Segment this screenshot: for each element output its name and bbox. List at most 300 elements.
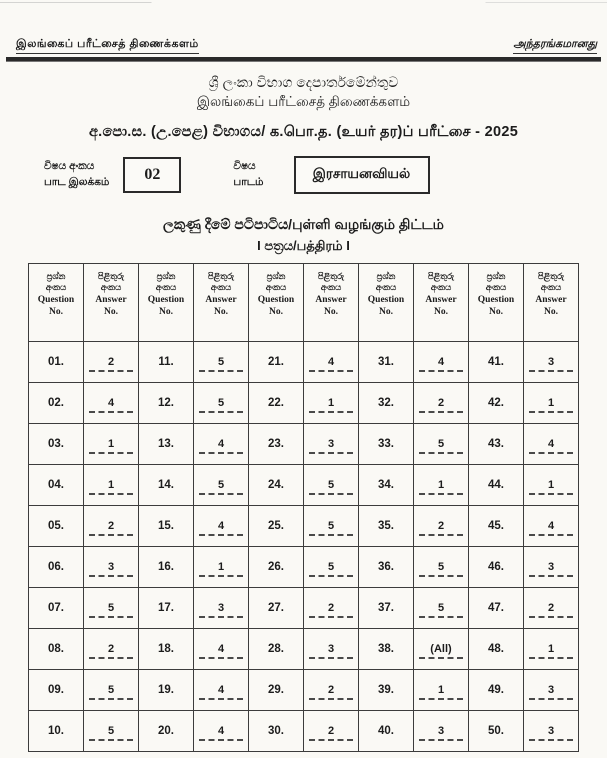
answer-value: 1 [217,561,225,574]
answer-cell [84,424,139,465]
answer-value: 1 [107,438,115,451]
answer-wrap [529,643,573,658]
answer-cell [194,342,249,383]
answer-cell [304,670,359,711]
answer-cell [84,588,139,629]
dashed-answer-line [529,493,573,495]
answer-value: (All) [430,643,452,656]
answer-wrap [419,725,463,740]
header-line: Answer [205,294,237,305]
answer-no-header [524,264,579,342]
question-number-cell: 02. [29,383,84,424]
answer-wrap [529,438,573,453]
answer-value: 3 [217,602,225,615]
answer-cell [524,506,579,547]
answer-no-header [304,264,359,342]
header-line: No. [544,307,558,318]
dashed-answer-line [89,370,133,372]
question-number-cell: 09. [29,670,84,711]
question-number-cell: 30. [249,711,304,752]
question-number-cell: 23. [249,424,304,465]
answer-cell [304,547,359,588]
confidential-label: அந்தரங்கமானது [513,38,597,54]
table-row [29,711,579,752]
answer-wrap [419,602,463,617]
dashed-answer-line [309,698,353,700]
answer-wrap [309,643,353,658]
exam-title: අ.පො.ස. (උ.පෙළ) විභාගය/ க.பொ.த. (உயர் தர)ப் பரீட்சை - 2025 [88,124,519,140]
question-no-header [359,264,414,342]
question-number-cell: 37. [359,588,414,629]
question-no-header [29,264,84,342]
answer-value: 3 [327,643,335,656]
answer-cell [414,383,469,424]
answer-wrap [199,479,243,494]
table-row [29,670,579,711]
answer-cell [414,424,469,465]
answer-wrap [529,602,573,617]
answer-wrap [529,684,573,699]
table-row [29,588,579,629]
answer-value: 5 [217,479,225,492]
header-rule [6,57,601,62]
header-line: No. [489,307,503,318]
question-number-cell: 36. [359,547,414,588]
question-number-cell: 32. [359,383,414,424]
answer-value: 4 [217,643,225,656]
answer-wrap [89,602,133,617]
dashed-answer-line [419,452,463,454]
answer-cell [194,506,249,547]
dashed-answer-line [419,411,463,413]
answer-value: 4 [327,356,335,369]
header-line: Question [257,294,295,305]
table-header-row [29,264,579,342]
subject-label [233,159,263,191]
question-number-cell: 03. [29,424,84,465]
dashed-answer-line [199,452,243,454]
question-no-header [139,264,194,342]
answer-cell [194,424,249,465]
answer-wrap [89,725,133,740]
dashed-answer-line [309,534,353,536]
answer-cell [84,629,139,670]
question-number-cell: 07. [29,588,84,629]
answer-value: 3 [437,725,445,738]
header-line: පිළිතුරු [537,271,565,281]
answer-cell [414,342,469,383]
answer-value: 1 [437,684,445,697]
answer-cell [84,547,139,588]
answer-value: 4 [217,438,225,451]
header-line: No. [269,307,283,318]
answer-value: 1 [547,479,555,492]
answer-value: 1 [107,479,115,492]
header-line: අංකය [375,282,397,293]
answer-value: 2 [437,397,445,410]
question-number-cell: 19. [139,670,194,711]
question-number-cell: 10. [29,711,84,752]
answer-cell [194,670,249,711]
answer-value: 2 [327,725,335,738]
subject-number-label-tamil: பாட இலக்கம் [44,176,110,188]
subject-label-sinhala: විෂය [233,160,256,173]
question-number-cell: 14. [139,465,194,506]
answer-value: 2 [327,684,335,697]
department-name-left: இலங்கைப் பரீட்சைத் திணைக்களம் [16,38,199,54]
answer-wrap [529,725,573,740]
answer-value: 4 [437,356,445,369]
answer-value: 5 [437,602,445,615]
dashed-answer-line [309,493,353,495]
header-line: Answer [95,294,127,305]
dashed-answer-line [89,616,133,618]
question-number-cell: 18. [139,629,194,670]
dashed-answer-line [89,657,133,659]
header-line: අංකය [155,282,177,293]
header-line: Question [147,294,185,305]
dashed-answer-line [419,370,463,372]
answer-cell [304,506,359,547]
answer-value: 1 [547,643,555,656]
dashed-answer-line [89,534,133,536]
header-line: අංකය [430,282,452,293]
question-number-cell: 08. [29,629,84,670]
table-row [29,383,579,424]
answer-value: 5 [437,561,445,574]
dashed-answer-line [419,739,463,741]
answer-wrap [199,356,243,371]
answer-no-header [194,264,249,342]
department-name-sinhala: ශ්‍රී ලංකා විභාග දෙපාර්තමේන්තුව [208,74,399,90]
dashed-answer-line [309,575,353,577]
table-row [29,465,579,506]
answer-cell [524,465,579,506]
answer-value: 4 [217,520,225,533]
dashed-answer-line [419,616,463,618]
question-number-cell: 42. [469,383,524,424]
answer-value: 5 [217,356,225,369]
question-number-cell: 11. [139,342,194,383]
answer-wrap [89,684,133,699]
answer-value: 3 [547,725,555,738]
answer-value: 2 [107,643,115,656]
question-number-cell: 45. [469,506,524,547]
table-row [29,506,579,547]
answer-value: 4 [547,438,555,451]
question-number-cell: 26. [249,547,304,588]
dashed-answer-line [529,452,573,454]
subject-number-box: 02 [123,157,181,193]
answer-value: 2 [437,520,445,533]
question-number-cell: 34. [359,465,414,506]
answer-wrap [199,520,243,535]
dashed-answer-line [419,698,463,700]
answer-value: 3 [547,684,555,697]
marking-scheme-title: ලකුණු දීමේ පටිපාටිය/புள்ளி வழங்கும் திட்டம் [163,216,444,232]
question-number-cell: 43. [469,424,524,465]
answer-wrap [529,397,573,412]
question-number-cell: 33. [359,424,414,465]
answer-value: 5 [437,438,445,451]
dashed-answer-line [529,657,573,659]
header-line: අංකය [485,282,507,293]
header-line: අංකය [540,282,562,293]
dashed-answer-line [419,575,463,577]
dashed-answer-line [309,616,353,618]
answer-value: 5 [327,479,335,492]
answer-wrap [309,725,353,740]
question-number-cell: 04. [29,465,84,506]
header-line: ප්‍රශ්න [156,271,176,281]
question-no-header [469,264,524,342]
answer-wrap [419,643,463,658]
question-number-cell: 27. [249,588,304,629]
header-line: පිළිතුරු [317,271,345,281]
answer-cell [194,711,249,752]
answer-value: 5 [327,561,335,574]
answer-cell [524,629,579,670]
dashed-answer-line [199,411,243,413]
header-line: No. [379,307,393,318]
header-line: No. [49,307,63,318]
answer-cell [414,547,469,588]
answer-wrap [529,561,573,576]
answer-value: 4 [547,520,555,533]
dashed-answer-line [419,657,463,659]
answer-value: 2 [107,356,115,369]
answer-cell [304,424,359,465]
answer-wrap [309,397,353,412]
answer-value: 3 [547,356,555,369]
question-number-cell: 35. [359,506,414,547]
answer-cell [304,383,359,424]
dashed-answer-line [309,657,353,659]
dashed-answer-line [529,411,573,413]
header-line: අංකය [100,282,122,293]
answer-wrap [89,561,133,576]
dashed-answer-line [529,739,573,741]
answer-cell [414,588,469,629]
subject-number-label-sinhala: විෂය අංකය [44,160,95,173]
answer-wrap [529,356,573,371]
answer-cell [414,506,469,547]
header-line: No. [214,307,228,318]
dashed-answer-line [419,534,463,536]
header-line: ප්‍රශ්න [266,271,286,281]
question-number-cell: 13. [139,424,194,465]
answer-cell [194,465,249,506]
question-number-cell: 24. [249,465,304,506]
dashed-answer-line [309,370,353,372]
answer-wrap [89,520,133,535]
answer-cell [304,711,359,752]
answer-cell [414,629,469,670]
answer-wrap [419,520,463,535]
dashed-answer-line [529,698,573,700]
header-line: අංකය [265,282,287,293]
answer-key-table [28,263,579,752]
table-row [29,547,579,588]
answer-cell [194,383,249,424]
question-number-cell: 20. [139,711,194,752]
answer-value: 1 [437,479,445,492]
header-line: No. [434,307,448,318]
answer-cell [524,424,579,465]
answer-wrap [529,520,573,535]
question-number-cell: 39. [359,670,414,711]
answer-wrap [89,356,133,371]
question-number-cell: 50. [469,711,524,752]
question-number-cell: 41. [469,342,524,383]
answer-cell [414,711,469,752]
dashed-answer-line [199,739,243,741]
scan-artifact-line [0,2,607,3]
answer-cell [84,506,139,547]
question-number-cell: 29. [249,670,304,711]
answer-value: 4 [217,684,225,697]
answer-value: 5 [327,520,335,533]
question-number-cell: 31. [359,342,414,383]
answer-wrap [419,438,463,453]
answer-cell [524,588,579,629]
header-line: ප්‍රශ්න [486,271,506,281]
header-line: Question [37,294,75,305]
header-line: අංකය [210,282,232,293]
answer-wrap [199,561,243,576]
answer-value: 2 [107,520,115,533]
question-number-cell: 49. [469,670,524,711]
dashed-answer-line [309,411,353,413]
question-number-cell: 01. [29,342,84,383]
dashed-answer-line [89,739,133,741]
answer-wrap [529,479,573,494]
table-row [29,629,579,670]
answer-wrap [309,356,353,371]
dashed-answer-line [199,493,243,495]
answer-cell [84,670,139,711]
header-line: Answer [315,294,347,305]
answer-value: 5 [107,602,115,615]
answer-cell [194,547,249,588]
header-line: Question [367,294,405,305]
answer-value: 3 [107,561,115,574]
question-number-cell: 12. [139,383,194,424]
dashed-answer-line [529,616,573,618]
answer-cell [304,588,359,629]
dashed-answer-line [419,493,463,495]
masthead [0,0,607,54]
answer-value: 2 [327,602,335,615]
answer-cell [414,670,469,711]
subject-number-label [44,159,109,191]
answer-cell [414,465,469,506]
answer-value: 4 [217,725,225,738]
answer-wrap [199,602,243,617]
answer-wrap [199,725,243,740]
question-number-cell: 21. [249,342,304,383]
question-number-cell: 44. [469,465,524,506]
dashed-answer-line [89,411,133,413]
answer-cell [524,383,579,424]
dashed-answer-line [89,698,133,700]
question-number-cell: 15. [139,506,194,547]
header-line: ප්‍රශ්න [46,271,66,281]
header-line: Answer [535,294,567,305]
answer-cell [524,670,579,711]
question-number-cell: 38. [359,629,414,670]
answer-value: 4 [107,397,115,410]
dashed-answer-line [309,452,353,454]
answer-wrap [89,397,133,412]
answer-wrap [309,520,353,535]
header-line: පිළිතුරු [427,271,455,281]
dashed-answer-line [199,534,243,536]
answer-cell [84,342,139,383]
header-line: Question [477,294,515,305]
answer-wrap [309,479,353,494]
question-number-cell: 46. [469,547,524,588]
dashed-answer-line [89,575,133,577]
header-line: පිළිතුරු [207,271,235,281]
header-line: No. [159,307,173,318]
dashed-answer-line [89,493,133,495]
answer-wrap [419,561,463,576]
header-line: අංකය [45,282,67,293]
answer-cell [304,629,359,670]
answer-value: 3 [327,438,335,451]
answer-wrap [309,684,353,699]
question-no-header [249,264,304,342]
dashed-answer-line [199,698,243,700]
answer-no-header [84,264,139,342]
answer-cell [84,383,139,424]
answer-value: 1 [547,397,555,410]
answer-value: 5 [107,725,115,738]
answer-cell [524,342,579,383]
question-number-cell: 05. [29,506,84,547]
table-row [29,424,579,465]
answer-wrap [89,643,133,658]
question-number-cell: 40. [359,711,414,752]
answer-wrap [89,479,133,494]
department-name-tamil: இலங்கைப் பரீட்சைத் திணைக்களம் [196,94,411,109]
question-number-cell: 17. [139,588,194,629]
answer-cell [304,342,359,383]
answer-value: 5 [107,684,115,697]
dashed-answer-line [199,575,243,577]
question-number-cell: 28. [249,629,304,670]
question-number-cell: 48. [469,629,524,670]
answer-cell [524,711,579,752]
answer-cell [304,465,359,506]
answer-cell [84,711,139,752]
header-line: ප්‍රශ්න [376,271,396,281]
question-number-cell: 06. [29,547,84,588]
dashed-answer-line [199,657,243,659]
dashed-answer-line [309,739,353,741]
header-line: පිළිතුරු [97,271,125,281]
answer-wrap [89,438,133,453]
table-row [29,342,579,383]
answer-no-header [414,264,469,342]
answer-wrap [199,438,243,453]
answer-cell [194,588,249,629]
answer-wrap [199,643,243,658]
answer-wrap [419,397,463,412]
answer-value: 3 [547,561,555,574]
header-line: Answer [425,294,457,305]
